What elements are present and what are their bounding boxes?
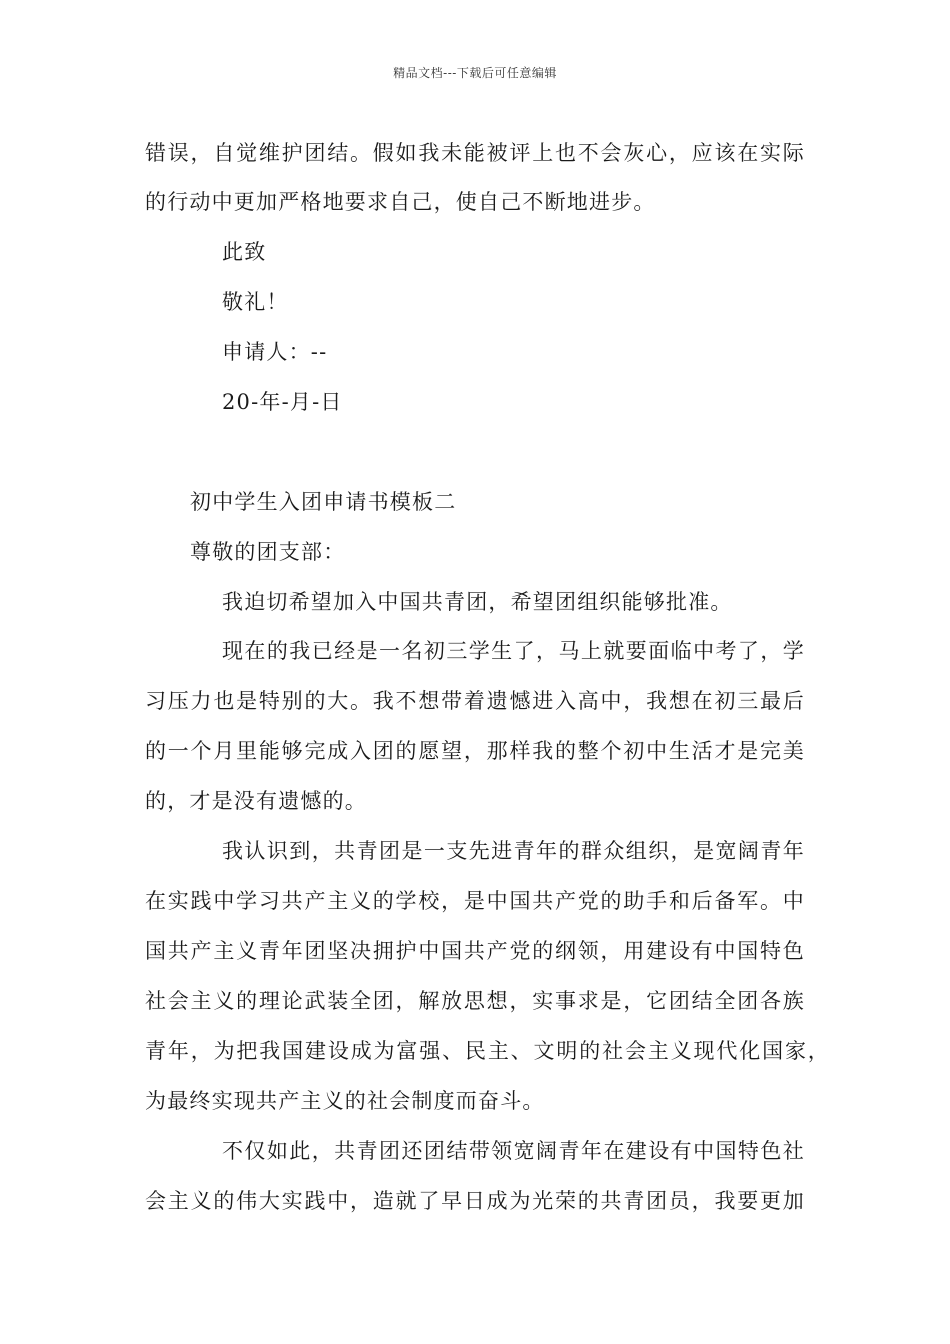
closing-salutation: 此致 [222,240,267,264]
text-line: 在实践中学习共产主义的学校，是中国共产党的助手和后备军。中 [145,889,805,913]
text-line: 社会主义的理论武装全团，解放思想，实事求是，它团结全团各族 [145,989,805,1013]
page-header: 精品文档---下载后可任意编辑 [393,66,557,80]
text-line: 的行动中更加严格地要求自己，使自己不断地进步。 [145,190,656,214]
greeting: 尊敬的团支部： [190,540,346,564]
section-title: 初中学生入团申请书模板二 [190,490,457,514]
text-line: 我迫切希望加入中国共青团，希望团组织能够批准。 [222,590,733,614]
text-line: 错误，自觉维护团结。假如我未能被评上也不会灰心，应该在实际 [145,141,805,165]
text-line: 青年，为把我国建设成为富强、民主、文明的社会主义现代化国家， [145,1039,830,1063]
applicant-signature: 申请人：-- [222,340,328,364]
signature-date: 20-年-月-日 [222,390,343,414]
text-line: 不仅如此，共青团还团结带领宽阔青年在建设有中国特色社 [222,1139,805,1163]
text-line: 为最终实现共产主义的社会制度而奋斗。 [145,1089,545,1113]
text-line: 的一个月里能够完成入团的愿望，那样我的整个初中生活才是完美 [145,739,805,763]
text-line: 国共产主义青年团坚决拥护中国共产党的纲领，用建设有中国特色 [145,939,805,963]
closing-regards: 敬礼！ [222,290,289,314]
text-line: 现在的我已经是一名初三学生了，马上就要面临中考了，学 [222,639,805,663]
text-line: 我认识到，共青团是一支先进青年的群众组织，是宽阔青年 [222,839,805,863]
text-line: 的，才是没有遗憾的。 [145,789,367,813]
text-line: 习压力也是特别的大。我不想带着遗憾进入高中，我想在初三最后 [145,689,805,713]
text-line: 会主义的伟大实践中，造就了早日成为光荣的共青团员，我要更加 [145,1189,805,1213]
